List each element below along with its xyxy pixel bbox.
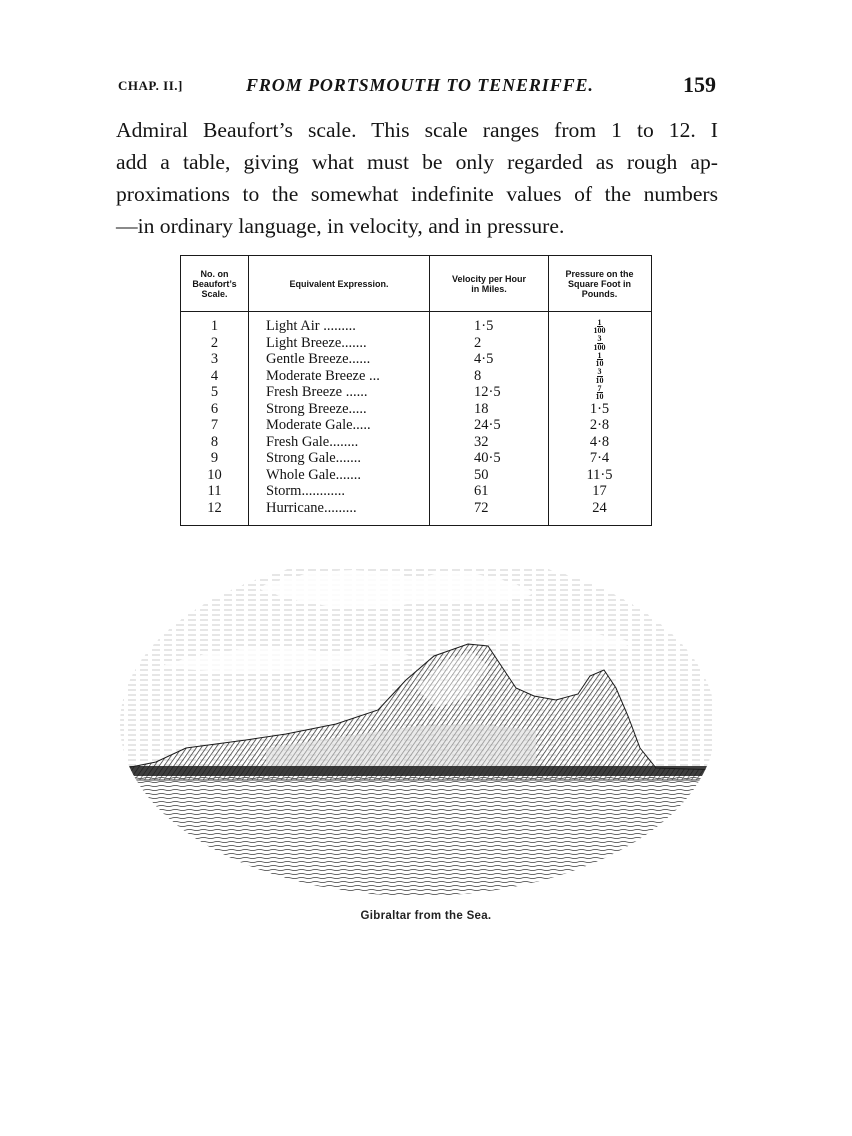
pressure-cell bbox=[549, 368, 650, 385]
running-header bbox=[118, 74, 716, 100]
running-title: FROM PORTSMOUTH TO TENERIFFE. bbox=[246, 75, 594, 95]
velocity-cell: 1·5 bbox=[474, 318, 494, 334]
scale-number-cell: 11 bbox=[207, 483, 222, 499]
header-line: Pressure on the bbox=[565, 268, 634, 279]
fraction-numerator: 3 bbox=[597, 334, 602, 344]
fraction-numerator: 7 bbox=[597, 384, 602, 393]
shoreline bbox=[116, 766, 720, 776]
pressure-cell: 4·8 bbox=[589, 433, 610, 450]
scale-number-cell: 12 bbox=[207, 499, 222, 516]
velocity-cell: 18 bbox=[474, 400, 489, 417]
scale-number-cell: 5 bbox=[210, 384, 219, 400]
pressure-fraction bbox=[596, 385, 604, 401]
pressure-cell: 11·5 bbox=[586, 466, 613, 483]
header-line: Velocity per Hour bbox=[451, 273, 527, 284]
pressure-cell: 24 bbox=[592, 499, 607, 516]
expression-cell: Gentle Breeze...... bbox=[266, 351, 371, 367]
velocity-cell: 72 bbox=[474, 499, 489, 516]
fraction-denominator: 10 bbox=[595, 359, 604, 368]
body-paragraph bbox=[116, 114, 718, 242]
fraction-denominator: 100 bbox=[593, 326, 606, 335]
fraction-denominator: 10 bbox=[595, 392, 604, 401]
header-scale-number bbox=[181, 256, 248, 311]
expression-cell: Storm............ bbox=[266, 483, 345, 499]
header-pressure bbox=[549, 256, 650, 311]
expression-cell: Light Air ......... bbox=[266, 318, 356, 334]
pressure-cell: 2·8 bbox=[589, 417, 610, 433]
pressure-cell: 1·5 bbox=[589, 400, 610, 417]
header-line: Scale. bbox=[201, 288, 228, 299]
fraction-numerator: 3 bbox=[597, 367, 602, 377]
pressure-cell bbox=[549, 335, 650, 352]
header-line: Beaufort’s bbox=[192, 278, 237, 289]
scale-number-cell: 4 bbox=[210, 367, 219, 384]
velocity-cell: 50 bbox=[474, 466, 489, 483]
column-pressures bbox=[549, 318, 650, 516]
pressure-cell bbox=[549, 384, 650, 401]
scale-number-cell: 2 bbox=[210, 334, 219, 351]
velocity-cell: 4·5 bbox=[474, 351, 494, 367]
column-velocities bbox=[430, 318, 548, 516]
paragraph-line-1: Admiral Beaufort’s scale. This scale ranges from 1 to 12. I bbox=[116, 118, 718, 142]
scale-number-cell: 3 bbox=[210, 351, 219, 367]
velocity-cell: 61 bbox=[474, 483, 489, 499]
scale-number-cell: 9 bbox=[210, 450, 219, 466]
column-scale-numbers bbox=[181, 318, 248, 516]
header-line: Square Foot in bbox=[568, 278, 631, 289]
scale-number-cell: 8 bbox=[210, 433, 219, 450]
fraction-denominator: 100 bbox=[593, 342, 606, 351]
pressure-cell bbox=[549, 351, 650, 368]
beaufort-table bbox=[180, 255, 652, 526]
paragraph-line-3: proximations to the somewhat indefinite values of the numbers bbox=[116, 182, 718, 206]
pressure-cell bbox=[549, 318, 650, 335]
paragraph-line-4: —in ordinary language, in velocity, and in pressure. bbox=[116, 214, 565, 238]
expression-cell: Fresh Gale........ bbox=[266, 433, 359, 450]
fraction-numerator: 1 bbox=[597, 318, 602, 327]
pressure-fraction bbox=[596, 352, 604, 368]
header-line: Equivalent Expression. bbox=[289, 278, 389, 289]
velocity-cell: 8 bbox=[474, 367, 482, 384]
scale-number-cell: 1 bbox=[210, 318, 219, 334]
fraction-numerator: 1 bbox=[597, 351, 602, 360]
expression-cell: Fresh Breeze ...... bbox=[266, 384, 368, 400]
expression-cell: Strong Breeze..... bbox=[266, 400, 367, 417]
pressure-fraction bbox=[594, 319, 606, 335]
expression-cell: Hurricane......... bbox=[266, 499, 357, 516]
expression-cell: Whole Gale....... bbox=[266, 466, 362, 483]
header-velocity bbox=[430, 256, 548, 311]
header-line: Pounds. bbox=[581, 288, 618, 299]
velocity-cell: 12·5 bbox=[474, 384, 501, 400]
pressure-cell: 17 bbox=[592, 483, 607, 499]
figure-caption: Gibraltar from the Sea. bbox=[360, 910, 492, 922]
page-number: 159 bbox=[683, 72, 716, 97]
table-header-rule bbox=[181, 311, 651, 312]
velocity-cell: 32 bbox=[474, 433, 489, 450]
expression-cell: Strong Gale....... bbox=[266, 450, 362, 466]
fraction-denominator: 10 bbox=[595, 375, 604, 384]
velocity-cell: 2 bbox=[474, 334, 482, 351]
expression-cell: Moderate Gale..... bbox=[266, 417, 371, 433]
pressure-fraction bbox=[594, 335, 606, 351]
paragraph-line-2: add a table, giving what must be only regarded as rough ap- bbox=[116, 150, 718, 174]
velocity-cell: 24·5 bbox=[474, 417, 501, 433]
chapter-label: CHAP. II.] bbox=[118, 78, 183, 93]
scale-number-cell: 7 bbox=[210, 417, 219, 433]
scale-number-cell: 10 bbox=[207, 466, 222, 483]
header-line: No. on bbox=[200, 268, 229, 279]
gibraltar-engraving bbox=[116, 548, 720, 900]
column-expressions bbox=[266, 318, 426, 516]
header-equivalent-expression bbox=[249, 256, 429, 311]
velocity-cell: 40·5 bbox=[474, 450, 501, 466]
expression-cell: Moderate Breeze ... bbox=[266, 367, 380, 384]
pressure-fraction bbox=[596, 368, 604, 384]
pressure-cell: 7·4 bbox=[589, 450, 610, 466]
header-line: in Miles. bbox=[471, 283, 507, 294]
expression-cell: Light Breeze....... bbox=[266, 334, 367, 351]
scale-number-cell: 6 bbox=[210, 400, 219, 417]
